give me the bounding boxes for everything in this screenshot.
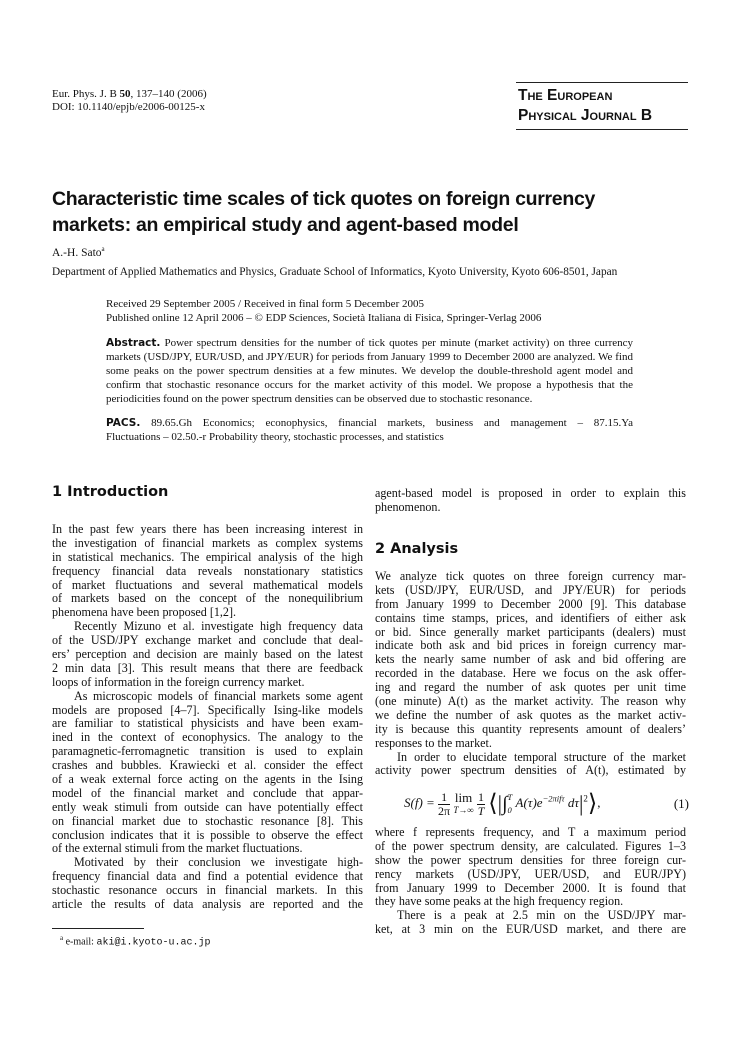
- text-line: rency markets (USD/JPY, UER/USD, and EUR/JPY): [375, 866, 686, 881]
- text-line: We analyze tick quotes on three foreign currency mar-: [375, 569, 686, 583]
- journal-name-line2: Physical Journal B: [518, 107, 653, 124]
- paragraph: [375, 487, 686, 515]
- text-line: models are proposed [4–7]. Specifically Ising-like models: [52, 702, 363, 717]
- paragraph: [52, 856, 363, 912]
- eq-integral: ∫: [502, 793, 508, 816]
- title-line: Characteristic time scales of tick quotes on foreign currency: [52, 188, 596, 210]
- paragraph: [375, 751, 686, 779]
- text-line: phenomenon.: [375, 499, 441, 514]
- text-line: In the past few years there has been increasing interest in: [52, 522, 363, 536]
- text-line: frequency financial data reveals nonstationary statistics: [52, 563, 363, 578]
- paragraph: [52, 523, 363, 620]
- eq-den: 2π: [438, 803, 451, 818]
- text-line: of a weak external force acting on the agents in the Ising: [52, 772, 363, 787]
- text-line: recorded in the database. Here we focus on the ask offer-: [375, 666, 686, 681]
- text-line: in statistical mechanics. The empirical analysis of the high: [52, 549, 363, 564]
- eq-lim-sub: T→∞: [453, 805, 474, 816]
- journal-logo: [516, 82, 688, 130]
- author-email[interactable]: aki@i.kyoto-u.ac.jp: [96, 937, 211, 949]
- journal-name-line1: The European: [518, 87, 613, 104]
- text-line: phenomena have been proposed [1,2].: [52, 605, 237, 620]
- text-line: model of the financial market and conclude that appar-: [52, 785, 363, 800]
- text-line: the investigation of financial markets as complex systems: [52, 535, 363, 550]
- text-line: are familiar to statistical physicists and have been exam-: [52, 716, 363, 731]
- citation-journal: Eur. Phys. J. B: [52, 88, 120, 100]
- title-line: markets: an empirical study and agent-based model: [52, 214, 519, 236]
- text-line: from January 1999 to December 2000. It is found that: [375, 880, 686, 895]
- text-line: paramagnetic-ferromagnetic transition is used to explain: [52, 744, 363, 759]
- eq-power: 2: [583, 793, 588, 804]
- paragraph: [375, 909, 686, 937]
- text-line: In order to elucidate temporal structure of the market: [397, 749, 686, 764]
- text-line: of the external stimuli from the market fluctuations.: [52, 841, 303, 856]
- footnote-mark: a: [60, 934, 64, 942]
- history: [106, 297, 633, 325]
- text-line: where f represents frequency, and T a maximum period: [375, 825, 686, 839]
- eq-num: 1: [438, 791, 450, 805]
- abstract: [106, 336, 633, 406]
- text-line: activity power spectrum densities of A(t), estimated by: [375, 763, 686, 778]
- pacs: [106, 416, 633, 444]
- published-date: Published online 12 April 2006 – © EDP Sciences, Società Italiana di Fisica, Springer-Verlag 2006: [106, 312, 542, 324]
- text-line: of markets based on the concept of the nonequilibrium: [52, 591, 363, 606]
- text-line: (one minute) A(t) as the market activity. The reason why: [375, 694, 686, 709]
- eq-fraction: [438, 791, 450, 818]
- author-footnote-mark: a: [101, 245, 105, 253]
- paragraph: [52, 690, 363, 857]
- paragraph: [375, 826, 686, 909]
- author: [52, 245, 105, 259]
- text-line: or bid. Since generally market participants (dealers) must: [375, 624, 686, 639]
- text-line: they have some peaks at the high frequency region.: [375, 894, 624, 909]
- text-line: we define the number of ask quotes as the market activ-: [375, 707, 686, 722]
- footnote: [60, 934, 210, 948]
- eq-upper-limit: T: [507, 792, 513, 803]
- text-line: ined in the context of econophysics. The analogy to the: [52, 730, 363, 745]
- footnote-divider: [52, 928, 144, 929]
- eq-left-angle: ⟨: [488, 791, 498, 818]
- text-line: of the USD/JPY exchange market and conclude that deal-: [52, 633, 363, 648]
- eq-abs-bar: |: [578, 791, 584, 817]
- section-heading-introduction: 1 Introduction: [52, 484, 169, 500]
- paragraph: [52, 620, 363, 689]
- affiliation: Department of Applied Mathematics and Physics, Graduate School of Informatics, Kyoto University, Kyoto 606-8501, Japan: [52, 266, 618, 278]
- pacs-label: PACS.: [106, 417, 141, 429]
- text-line: indicate both ask and bid prices in foreign currency mar-: [375, 638, 686, 653]
- section-heading-analysis: 2 Analysis: [375, 541, 459, 557]
- eq-exponent: −2πifτ: [542, 793, 565, 804]
- text-line: Recently Mizuno et al. investigate high frequency data: [74, 619, 363, 634]
- text-line: ing and regard the number of ask quotes per unit time: [375, 680, 686, 695]
- text-line: of the power spectrum density, are calculated. Figures 1–3: [375, 838, 686, 853]
- citation-pages: , 137–140 (2006): [130, 88, 207, 100]
- eq-fraction: [477, 791, 485, 818]
- text-line: ers’ perception and decision are mainly based on the latest: [52, 647, 363, 662]
- eq-lower-limit: 0: [507, 805, 512, 816]
- text-line: kets the nearly same number of ask and bid offering are: [375, 652, 686, 667]
- text-line: ket, at 3 min on the EUR/USD market, and there are: [375, 922, 686, 937]
- footnote-label: e-mail:: [65, 936, 97, 948]
- paragraph: [375, 570, 686, 751]
- eq-den: T: [477, 803, 485, 818]
- text-line: loops of information in the foreign currency market.: [52, 674, 305, 689]
- abstract-label: Abstract.: [106, 337, 161, 349]
- pacs-line: Fluctuations – 02.50.-r Probability theory, stochastic processes, and statistics: [106, 431, 444, 443]
- text-line: kets (USD/JPY, EUR/USD, and JPY/EUR) for periods: [375, 582, 686, 597]
- text-line: 2 min data [3]. This result means that there are feedback: [52, 660, 363, 675]
- text-line: responses to the market.: [375, 735, 492, 750]
- received-date: Received 29 September 2005 / Received in final form 5 December 2005: [106, 298, 424, 310]
- equation-1: S(f) = $\frac{1}{2\pi}$ lim T→∞ $\frac{1}{T}$ ⟨|∫ T 0 $A(\tau)e^{-2\pi if\tau}$ $d\tau|^2⟩$, (1): [404, 789, 689, 818]
- text-line: show the power spectrum densities for three foreign cur-: [375, 852, 686, 867]
- text-line: agent-based model is proposed in order to explain this: [375, 486, 686, 500]
- text-line: stochastic resonance occurs in financial markets. In this: [52, 883, 363, 898]
- paper-title: [52, 186, 595, 238]
- text-line: Motivated by their conclusion we investigate high-: [74, 855, 363, 870]
- text-line: There is a peak at 2.5 min on the USD/JPY mar-: [397, 908, 686, 923]
- abstract-text: Power spectrum densities for the number of tick quotes per minute (market activity) on three currency markets (USD/JPY, EUR/USD, and JPY/EUR) for periods from January 1999 to December 2000 are analyzed. We find some peaks on the power spectrum densities at a few minutes. We develop the double-threshold agent model and confirm that stochastic resonance occurs for the market activity of this model. We propose a hypothesis that the periodicities found on the power spectrum densities can be observed due to stochastic resonance.: [106, 337, 633, 405]
- doi[interactable]: DOI: 10.1140/epjb/e2006-00125-x: [52, 101, 205, 113]
- left-column-text: [52, 523, 363, 912]
- front-matter: [106, 297, 633, 444]
- citation: [52, 88, 207, 101]
- text-line: of market fluctuations and several mathematical models: [52, 577, 363, 592]
- equation-number: (1): [673, 796, 689, 811]
- eq-lhs: S(f) =: [404, 795, 435, 810]
- eq-limit: [453, 792, 473, 816]
- eq-abs-bar: |: [497, 791, 503, 817]
- text-line: conclusion indicates that it is possible to observe the effect: [52, 827, 363, 842]
- text-line: from January 1999 to December 2000 [9]. This database: [375, 596, 686, 611]
- author-name: A.-H. Sato: [52, 246, 102, 259]
- eq-integrand: A(τ)e: [515, 795, 543, 810]
- text-line: on financial market due to stochastic resonance [8]. This: [52, 813, 363, 828]
- analysis-text: [375, 570, 686, 778]
- text-line: article the results of data analysis are reported and the: [52, 897, 363, 912]
- text-line: ently weak stimuli from outside can have potentially effect: [52, 799, 363, 814]
- pacs-line: 89.65.Gh Economics; econophysics, financial markets, business and management – 87.15.Ya: [151, 417, 633, 429]
- text-line: crashes and bubbles. Krawiecki et al. consider the effect: [52, 758, 363, 773]
- right-column-continuation: [375, 487, 686, 515]
- text-line: As microscopic models of financial markets some agent: [74, 688, 363, 703]
- text-line: contains time stamps, prices, and identifiers of either ask: [375, 610, 686, 625]
- citation-volume: 50: [119, 88, 131, 100]
- text-line: ity is because this quantity represents amount of dealers’: [375, 721, 686, 736]
- eq-num: 1: [478, 789, 485, 804]
- eq-differential: dτ: [567, 795, 579, 810]
- text-line: frequency financial data and find a potential evidence that: [52, 869, 363, 884]
- eq-right-angle: ⟩: [587, 791, 598, 818]
- eq-lim: lim: [454, 790, 473, 806]
- analysis-text-continued: [375, 826, 686, 937]
